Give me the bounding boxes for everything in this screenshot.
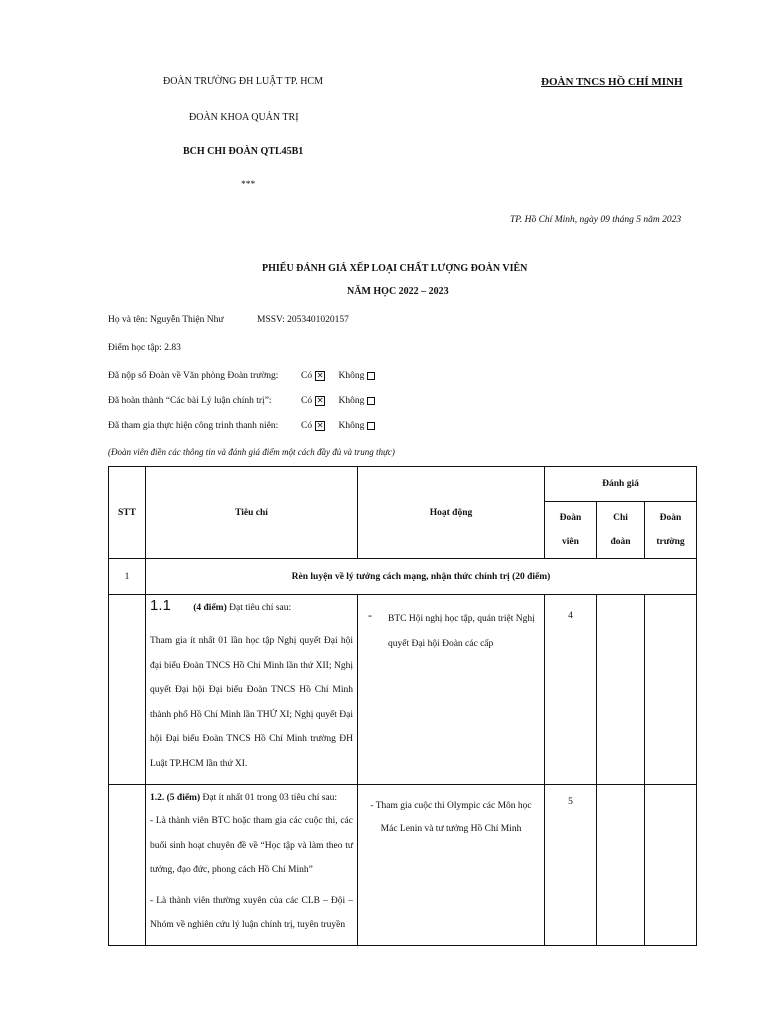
yes-checkbox-checked[interactable]: ✕ bbox=[316, 396, 324, 405]
answer-union-book bbox=[301, 371, 375, 381]
activity-text: - Tham gia cuộc thi Olympic các Môn học Mác Lenin và tư tưởng Hồ Chí Minh bbox=[370, 801, 532, 834]
section-1-title: Rèn luyện về lý tưởng cách mạng, nhận thức chính trị (20 điểm) bbox=[146, 559, 697, 595]
separator-stars: *** bbox=[241, 180, 256, 190]
school-year: NĂM HỌC 2022 – 2023 bbox=[347, 286, 449, 297]
gpa-score: Điểm học tập: 2.83 bbox=[108, 343, 181, 353]
form-title: PHIẾU ĐÁNH GIÁ XẾP LOẠI CHẤT LƯỢNG ĐOÀN VIÊN bbox=[262, 263, 528, 274]
header-school-union: Đoàn trường bbox=[645, 502, 697, 559]
row-1-2-stt bbox=[109, 785, 146, 946]
question-political-lessons: Đã hoàn thành “Các bài Lý luận chính trị”: bbox=[108, 396, 272, 406]
criteria-points: (5 điểm) bbox=[166, 793, 201, 803]
yes-label: Có bbox=[301, 371, 313, 382]
row-1-1-school-score[interactable] bbox=[645, 595, 697, 785]
criteria-heading: Đạt ít nhất 01 trong 03 tiêu chí sau: bbox=[202, 793, 338, 803]
row-1-2-branch-score[interactable] bbox=[597, 785, 645, 946]
criteria-points: (4 điểm) bbox=[193, 603, 227, 613]
header-stt: STT bbox=[109, 467, 146, 559]
criteria-description: Tham gia ít nhất 01 lần học tập Nghị quyết Đại hội đại biểu Đoàn TNCS Hồ Chí Minh lần thứ XII; Nghị quyết Đại hội Đại biểu Đoàn TNCS Hồ Chí Minh thành phố Hồ Chí Minh lần THỨ XI; Nghị quyết Đại hội Đại biểu Đoàn TNCS Hồ Chí Minh trường ĐH Luật TP.HCM lần thứ XI. bbox=[150, 636, 353, 769]
yes-checkbox-checked[interactable]: ✕ bbox=[316, 371, 324, 380]
student-id: MSSV: 2053401020157 bbox=[257, 315, 349, 325]
branch-header: BCH CHI ĐOÀN QTL45B1 bbox=[183, 146, 304, 157]
date-line: TP. Hồ Chí Minh, ngày 09 tháng 5 năm 2023 bbox=[510, 215, 682, 225]
row-1-1-activity bbox=[358, 595, 545, 785]
row-1-1-member-score[interactable]: 4 bbox=[545, 595, 597, 785]
bullet-dash: - bbox=[368, 608, 372, 622]
union-school-header: ĐOÀN TRƯỜNG ĐH LUẬT TP. HCM bbox=[163, 76, 323, 87]
yes-checkbox-checked[interactable]: ✕ bbox=[316, 421, 324, 430]
header-branch: Chi đoàn bbox=[597, 502, 645, 559]
answer-political-lessons bbox=[301, 396, 375, 406]
no-label: Không bbox=[338, 396, 365, 407]
yes-label: Có bbox=[301, 421, 313, 432]
no-checkbox[interactable] bbox=[367, 422, 375, 430]
no-checkbox[interactable] bbox=[367, 372, 375, 380]
row-1-1-branch-score[interactable] bbox=[597, 595, 645, 785]
no-label: Không bbox=[338, 371, 365, 382]
header-evaluation: Đánh giá bbox=[545, 467, 697, 502]
row-1-1-criteria bbox=[146, 595, 358, 785]
activity-text: BTC Hội nghị học tập, quán triệt Nghị quyết Đại hội Đoàn các cấp bbox=[388, 614, 535, 649]
criteria-number: 1.1 bbox=[150, 597, 171, 614]
yes-label: Có bbox=[301, 396, 313, 407]
answer-youth-project bbox=[301, 421, 375, 431]
criteria-number: 1.2. bbox=[150, 793, 165, 803]
instruction-note: (Đoàn viên điền các thông tin và đánh giá điểm một cách đầy đủ và trung thực) bbox=[108, 447, 395, 457]
no-checkbox[interactable] bbox=[367, 397, 375, 405]
youth-union-title: ĐOÀN TNCS HỒ CHÍ MINH bbox=[541, 76, 683, 88]
criteria-item-2: - Là thành viên thường xuyên của các CLB – Đội – Nhóm về nghiên cứu lý luận chính trị, tuyên truyền bbox=[150, 895, 353, 930]
union-faculty-header: ĐOÀN KHOA QUẢN TRỊ bbox=[189, 112, 299, 123]
criteria-heading: Đạt tiêu chí sau: bbox=[229, 603, 292, 613]
evaluation-table bbox=[108, 466, 697, 946]
header-activity: Hoạt động bbox=[358, 467, 545, 559]
row-1-2-member-score[interactable]: 5 bbox=[545, 785, 597, 946]
question-youth-project: Đã tham gia thực hiện công trình thanh niên: bbox=[108, 421, 279, 431]
section-1-number: 1 bbox=[109, 559, 146, 595]
student-name: Họ và tên: Nguyễn Thiện Như bbox=[108, 315, 224, 325]
row-1-2-criteria bbox=[146, 785, 358, 946]
header-criteria: Tiêu chí bbox=[146, 467, 358, 559]
criteria-item-1: - Là thành viên BTC hoặc tham gia các cuộc thi, các buổi sinh hoạt chuyên đề về “Học tập và làm theo tư tưởng, đạo đức, phong cách Hồ Chí Minh” bbox=[150, 816, 353, 875]
row-1-1-stt bbox=[109, 595, 146, 785]
row-1-2-school-score[interactable] bbox=[645, 785, 697, 946]
header-member: Đoàn viên bbox=[545, 502, 597, 559]
row-1-2-activity bbox=[358, 785, 545, 946]
no-label: Không bbox=[338, 421, 365, 432]
question-union-book: Đã nộp sổ Đoàn về Văn phòng Đoàn trường: bbox=[108, 371, 279, 381]
